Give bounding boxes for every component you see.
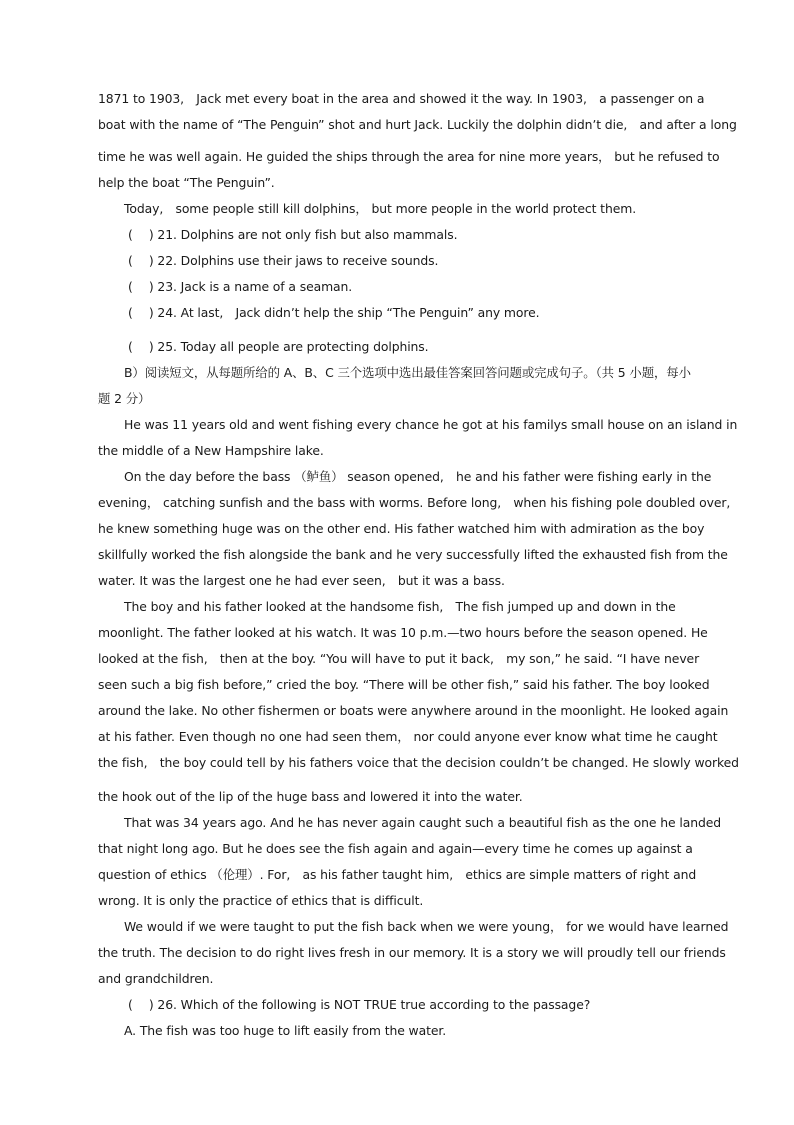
question-25: ( ) 25. Today all people are protecting dolphins. — [128, 339, 429, 354]
text-line: question of ethics （伦理）. For, as his father taught him, ethics are simple matters of right and — [98, 867, 697, 882]
text-line: Today, some people still kill dolphins， but more people in the world protect them. — [124, 201, 637, 216]
paragraph-5 — [98, 914, 729, 992]
text-line: the middle of a New Hampshire lake. — [98, 443, 324, 458]
text-line: looked at the fish, then at the boy. “You will have to put it back, my son,” he said. “I have never — [98, 651, 700, 666]
passage-b — [98, 412, 739, 992]
text-line: The boy and his father looked at the handsome fish, The fish jumped up and down in the — [124, 599, 676, 614]
text-line: wrong. It is only the practice of ethics that is difficult. — [98, 893, 424, 908]
text-line: around the lake. No other fishermen or boats were anywhere around in the moonlight. He looked again — [98, 703, 729, 718]
question-21: ( ) 21. Dolphins are not only fish but also mammals. — [128, 227, 458, 242]
question-23: ( ) 23. Jack is a name of a seaman. — [128, 279, 353, 294]
question-22: ( ) 22. Dolphins use their jaws to receive sounds. — [128, 253, 439, 268]
text-line: He was 11 years old and went fishing every chance he got at his familys small house on an island in — [124, 417, 738, 432]
question-26-option-a: A. The fish was too huge to lift easily from the water. — [124, 1023, 447, 1038]
text-line: 1871 to 1903, Jack met every boat in the area and showed it the way. In 1903, a passenger on a — [98, 91, 705, 106]
text-line: seen such a big fish before,” cried the boy. “There will be other fish,” said his father. The boy looked — [98, 677, 710, 692]
multiple-choice-questions — [98, 992, 698, 1044]
text-line: at his father. Even though no one had seen them， nor could anyone ever know what time he caught — [98, 729, 718, 744]
paragraph-1 — [98, 412, 738, 464]
passage-a-ending — [98, 86, 737, 222]
text-line: evening， catching sunfish and the bass with worms. Before long, when his fishing pole doubled over, — [98, 495, 731, 510]
text-line: the fish, the boy could tell by his fathers voice that the decision couldnʼt be changed. He slowly worked — [98, 755, 739, 770]
text-line: help the boat “The Penguin”. — [98, 175, 275, 190]
text-line: On the day before the bass （鲈鱼） season opened, he and his father were fishing early in the — [124, 469, 712, 484]
text-line: the truth. The decision to do right lives fresh in our memory. It is a story we will proudly tell our friends — [98, 945, 726, 960]
paragraph-3 — [98, 594, 739, 810]
text-line: time he was well again. He guided the ships through the area for nine more years， but he refused to — [98, 149, 720, 164]
text-line: moonlight. The father looked at his watch. It was 10 p.m.—two hours before the season opened. He — [98, 625, 708, 640]
text-line: the hook out of the lip of the huge bass and lowered it into the water. — [98, 789, 523, 804]
question-24: ( ) 24. At last, Jack didnʼt help the ship “The Penguin” any more. — [128, 305, 540, 320]
text-line: We would if we were taught to put the fish back when we were young， for we would have learned — [124, 919, 729, 934]
text-line: water. It was the largest one he had ever seen, but it was a bass. — [98, 573, 505, 588]
question-26: ( ) 26. Which of the following is NOT TRUE true according to the passage? — [128, 997, 591, 1012]
text-line: he knew something huge was on the other end. His father watched him with admiration as the boy — [98, 521, 705, 536]
paragraph-2 — [98, 464, 731, 594]
text-line: That was 34 years ago. And he has never again caught such a beautiful fish as the one he landed — [124, 815, 722, 830]
text-line: boat with the name of “The Penguin” shot and hurt Jack. Luckily the dolphin didnʼt die, and after a long — [98, 117, 737, 132]
section-b-instruction: B）阅读短文，从每题所给的 A、B、C 三个选项中选出最佳答案回答问题或完成句子。（共 5 小题，每小题 2 分） — [98, 365, 691, 406]
text-line: that night long ago. But he does see the fish again and again—every time he comes up against a — [98, 841, 693, 856]
paragraph-4 — [98, 810, 722, 914]
true-false-questions — [98, 222, 698, 360]
text-line: skillfully worked the fish alongside the bank and he very successfully lifted the exhausted fish from the — [98, 547, 728, 562]
text-line: and grandchildren. — [98, 971, 214, 986]
